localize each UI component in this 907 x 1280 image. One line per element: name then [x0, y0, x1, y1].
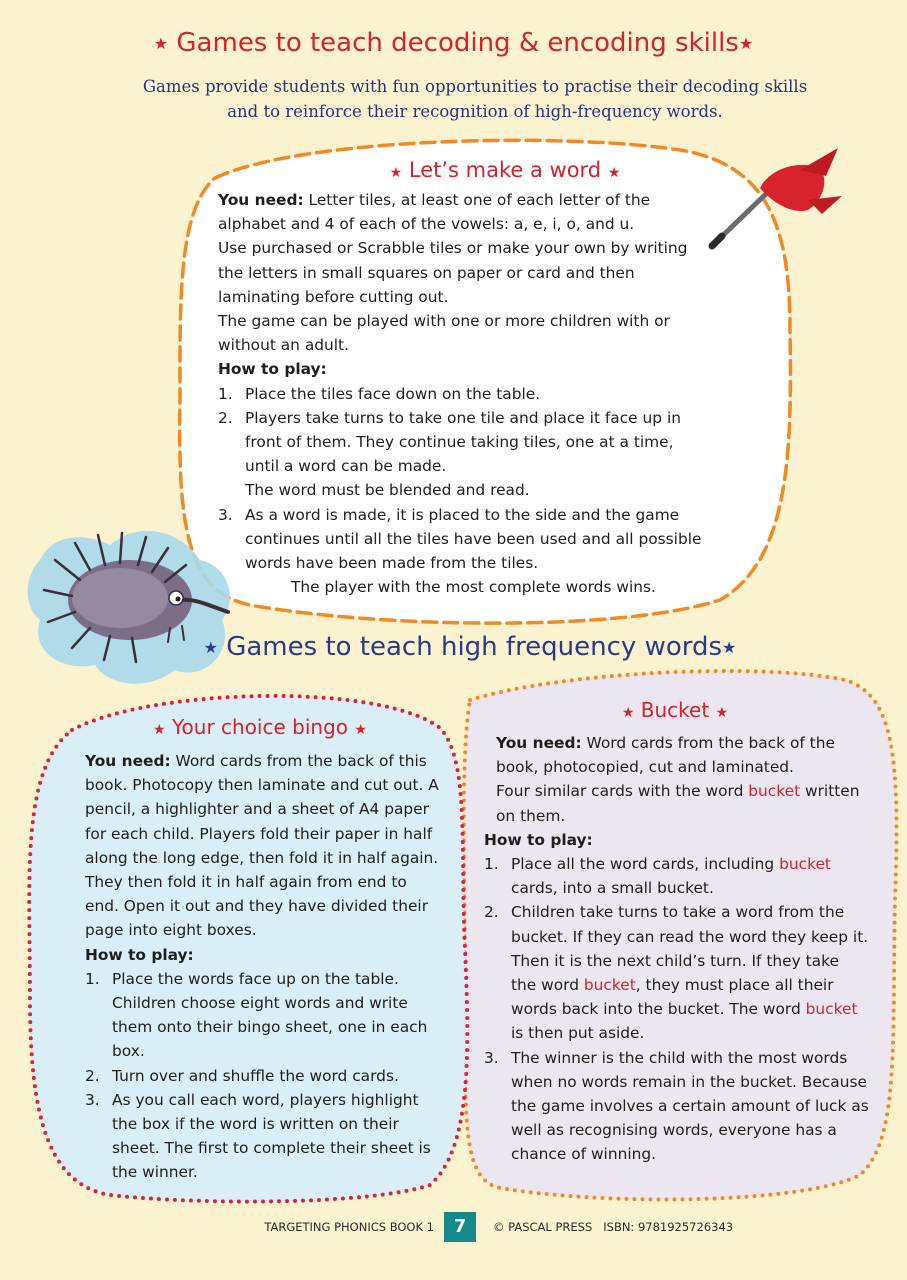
page-title [0, 28, 907, 58]
page-number: 7 [444, 1212, 476, 1242]
star-icon: ★ [738, 34, 754, 53]
word-card-title [215, 158, 795, 182]
keyword-bucket: bucket [583, 976, 636, 995]
bingo-card-body [85, 749, 441, 1185]
word-you-need: You need: Letter tiles, at least one of each letter of the alphabet and 4 of each of the vowels: a, e, i, o, and u. [218, 191, 651, 234]
list-item: 2. Turn over and shuffle the word cards. [85, 1066, 399, 1085]
keyword-bucket: bucket [805, 1000, 858, 1019]
bingo-steps [85, 967, 441, 1185]
word-para2: The game can be played with one or more children with or without an adult. [218, 312, 670, 355]
page-title-text: Games to teach decoding & encoding skills [176, 28, 739, 58]
word-closing: The player with the most complete words wins. [291, 578, 656, 597]
bucket-para1: Four similar cards with the word bucket written on them. [496, 782, 860, 825]
bucket-you-need: You need: Word cards from the back of the book, photocopied, cut and laminated. [496, 734, 835, 777]
star-icon: ★ [153, 722, 166, 738]
footer-book-title: TARGETING PHONICS BOOK 1 [264, 1220, 434, 1234]
list-item: 2. Children take turns to take a word from the bucket. If they can read the word they keep it. Then it is the next child’s turn. If they take the word bucket, they must place all their words back into the bucket. The word bucket is then put aside. [484, 903, 869, 1043]
keyword-bucket: bucket [779, 855, 831, 874]
bingo-card-title-text: Your choice bingo [171, 715, 349, 739]
word-how-label: How to play: [218, 360, 327, 379]
star-icon: ★ [715, 705, 729, 721]
list-item: 1. Place the tiles face down on the table. [218, 384, 541, 403]
bingo-card-title [85, 715, 435, 739]
word-card-title-text: Let’s make a word [408, 158, 602, 182]
bucket-card-body [484, 731, 869, 1167]
list-item: 3. The winner is the child with the most words when no words remain in the bucket. Because the game involves a certain amount of luck as well as recognising words, everyone has a chance of winning. [484, 1048, 869, 1164]
footer-publisher: © PASCAL PRESS ISBN: 9781925726343 [493, 1220, 734, 1234]
word-steps [218, 382, 708, 576]
bingo-you-need: You need: Word cards from the back of this book. Photocopy then laminate and cut out. A pencil, a highlighter and a sheet of A4 paper for each child. Players fold their paper in half along the long edge, then fold it in half again. They then fold it in half again from end to end. Open it out and they have divided their page into eight boxes. [85, 752, 439, 940]
star-icon: ★ [722, 638, 737, 657]
word-para1: Use purchased or Scrabble tiles or make your own by writing the letters in small squares on paper or card and then laminating before cutting out. [218, 239, 688, 306]
list-item: 3. As you call each word, players highlight the box if the word is written on their sheet. The first to complete their sheet is the winner. [85, 1090, 431, 1182]
bucket-how-label: How to play: [484, 830, 593, 849]
section-title-text: Games to teach high frequency words [226, 632, 723, 662]
list-item: 1. Place all the word cards, including bucket cards, into a small bucket. [484, 855, 831, 898]
list-item: 3. As a word is made, it is placed to the side and the game continues until all the tiles have been used and all possible words have been made from the tiles. [218, 505, 702, 573]
section-title-high-frequency [180, 632, 760, 662]
star-icon: ★ [153, 34, 169, 53]
list-item: 2. Players take turns to take one tile and place it face up in front of them. They continue taking tiles, one at a time, until a word can be made. The word must be blended and read. [218, 408, 681, 500]
star-icon: ★ [389, 165, 403, 181]
bucket-card-title-text: Bucket [640, 698, 710, 722]
list-item: 1. Place the words face up on the table. Children choose eight words and write them onto their bingo sheet, one in each box. [85, 969, 428, 1061]
word-card-body [218, 188, 708, 599]
star-icon: ★ [354, 722, 367, 738]
star-icon: ★ [607, 165, 621, 181]
bucket-card-title [485, 698, 865, 722]
bucket-steps [484, 852, 869, 1167]
footer [0, 1212, 907, 1242]
intro-paragraph: Games provide students with fun opportunities to practise their decoding skills and to reinforce their recognition of high-frequency words. [142, 77, 808, 121]
star-icon: ★ [203, 638, 218, 657]
star-icon: ★ [621, 705, 635, 721]
bingo-how-label: How to play: [85, 945, 194, 964]
keyword-bucket: bucket [748, 782, 801, 801]
